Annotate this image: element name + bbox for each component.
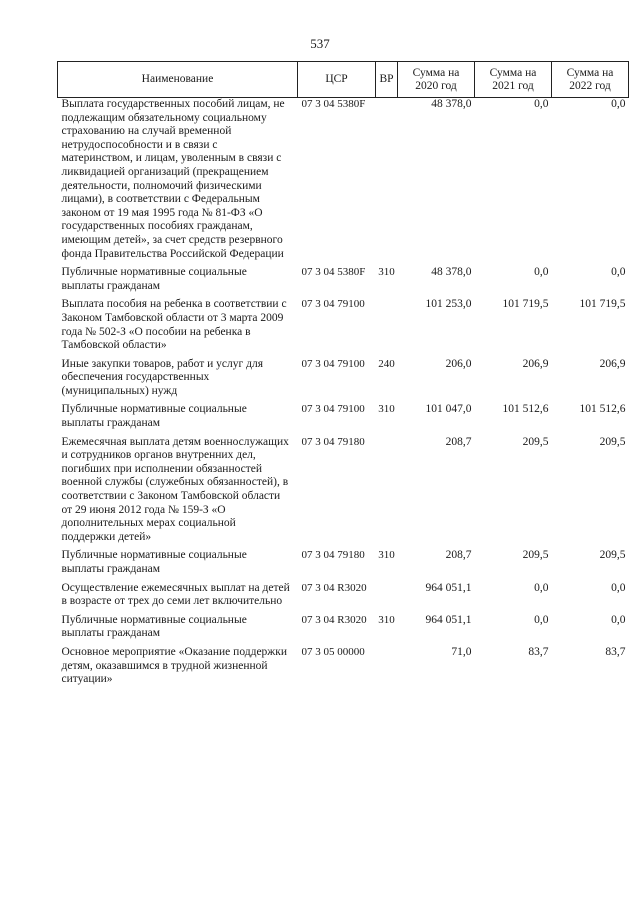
row-sum-2021: 209,5 [522,549,549,562]
table-row [58,646,629,692]
row-name: Публичные нормативные социальные выплаты гражданам [61,403,247,430]
row-sum-2022: 0,0 [611,581,626,594]
row-sum-2021: 83,7 [528,645,549,658]
row-vr: 310 [378,549,395,562]
header-sum-2021: Сумма на 2021 год [475,62,552,98]
row-sum-2021: 0,0 [534,581,549,594]
row-sum-2021: 206,9 [522,357,549,370]
row-name: Выплата государственных пособий лицам, не подлежащим обязательному социальному страхованию на случай временной нетрудоспособности и в связи с материнством, и лицам, уволенным в связи с ликвидацией организаций (прекращением деятельности, полномочий физическими лицами), в соответствии с Федеральным законом от 19 мая 1995 года № 81-ФЗ «О государственных пособиях гражданам, имеющим детей», за счет средств резервного фонда Правительства Российской Федерации [61,98,285,260]
row-name: Выплата пособия на ребенка в соответствии с Законом Тамбовской области от 3 марта 2009 года № 502-З «О пособии на ребенка в Тамбовской области» [61,298,287,352]
row-sum-2021: 209,5 [522,435,549,448]
row-sum-2020: 208,7 [445,549,472,562]
row-vr [376,582,398,614]
table-row [58,582,629,614]
header-sum-2020: Сумма на 2020 год [398,62,475,98]
row-vr: 310 [378,266,395,279]
row-sum-2020: 101 047,0 [425,403,472,416]
table-body [58,98,629,692]
row-csr: 07 3 04 79100 [301,357,365,370]
table-header [58,62,629,98]
header-csr: ЦСР [298,62,376,98]
row-csr: 07 3 04 79180 [301,435,365,448]
page-number: 537 [310,36,330,51]
budget-table [57,61,629,692]
row-sum-2022: 0,0 [611,98,626,110]
row-sum-2022: 209,5 [599,549,626,562]
row-sum-2020: 964 051,1 [425,581,472,594]
row-sum-2020: 48 378,0 [431,98,472,110]
row-sum-2020: 101 253,0 [425,298,472,311]
row-sum-2022: 209,5 [599,435,626,448]
row-sum-2020: 964 051,1 [425,613,472,626]
table-row [58,436,629,550]
row-name: Осуществление ежемесячных выплат на детей в возрасте от трех до семи лет включительно [61,581,290,608]
row-sum-2020: 71,0 [451,645,472,658]
row-vr [376,436,398,550]
row-csr: 07 3 04 5380F [301,266,366,279]
row-name: Публичные нормативные социальные выплаты гражданам [61,613,247,640]
row-sum-2021: 0,0 [534,613,549,626]
row-csr: 07 3 04 79100 [301,298,365,311]
row-name: Иные закупки товаров, работ и услуг для обеспечения государственных (муниципальных) нужд [61,357,263,397]
row-name: Ежемесячная выплата детям военнослужащих и сотрудников органов внутренних дел, погибших при исполнении обязанностей военной службы (служебных обязанностей), в соответствии с Законом Тамбовской области от 29 июня 2012 года № 159-З «О дополнительных мерах социальной поддержки детей» [61,435,289,543]
row-vr [376,646,398,692]
row-sum-2021: 0,0 [534,266,549,279]
row-csr: 07 3 04 R3020 [301,581,367,594]
table-row [58,358,629,404]
header-vr: ВР [376,62,398,98]
row-sum-2022: 101 719,5 [579,298,626,311]
row-csr: 07 3 04 79180 [301,549,365,562]
table-row [58,298,629,357]
header-name: Наименование [58,62,298,98]
row-sum-2021: 101 719,5 [502,298,549,311]
row-csr: 07 3 04 79100 [301,403,365,416]
table-row [58,549,629,581]
row-vr [376,98,398,267]
row-csr: 07 3 05 00000 [301,645,365,658]
row-vr: 310 [378,403,395,416]
row-sum-2022: 101 512,6 [579,403,626,416]
row-csr: 07 3 04 5380F [301,98,366,110]
row-name: Основное мероприятие «Оказание поддержки детям, оказавшимся в трудной жизненной ситуации» [61,645,287,686]
row-name: Публичные нормативные социальные выплаты гражданам [61,549,247,575]
row-vr: 240 [378,357,395,370]
row-sum-2021: 101 512,6 [502,403,549,416]
table-row [58,266,629,298]
row-sum-2022: 0,0 [611,613,626,626]
row-vr: 310 [378,613,395,626]
row-sum-2021: 0,0 [534,98,549,110]
row-sum-2020: 208,7 [445,435,472,448]
row-sum-2020: 206,0 [445,357,472,370]
table-row [58,98,629,267]
row-sum-2022: 83,7 [605,645,626,658]
row-csr: 07 3 04 R3020 [301,613,367,626]
row-sum-2022: 0,0 [611,266,626,279]
row-name: Публичные нормативные социальные выплаты гражданам [61,266,247,292]
header-sum-2022: Сумма на 2022 год [552,62,629,98]
row-vr [376,298,398,357]
table-row [58,614,629,646]
row-sum-2020: 48 378,0 [431,266,472,279]
row-sum-2022: 206,9 [599,357,626,370]
table-row [58,403,629,435]
